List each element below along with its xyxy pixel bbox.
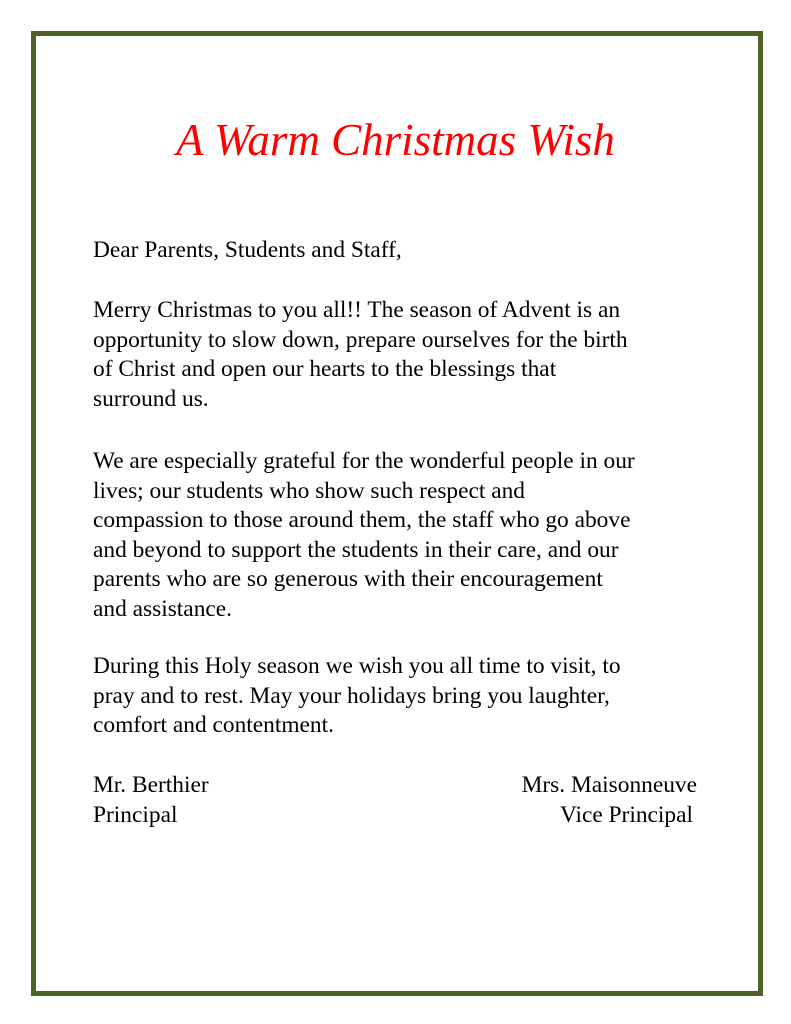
paragraph-line: comfort and contentment. [93,712,334,738]
paragraph-line: pray and to rest. May your holidays bring you laughter, [93,682,610,709]
letter-title: A Warm Christmas Wish [176,115,615,165]
paragraph-line: During this Holy season we wish you all time to visit, to [93,653,621,679]
paragraph-line: Merry Christmas to you all!! The season of Advent is an [93,297,621,323]
signature-name: Mr. Berthier [93,772,209,798]
paragraph-line: opportunity to slow down, prepare ourselves for the birth [93,326,628,353]
paragraph-line: of Christ and open our hearts to the blessings that [93,356,557,382]
paragraph-line: compassion to those around them, the staff who go above [93,507,631,533]
paragraph-line: lives; our students who show such respect and [93,477,526,504]
letter-paragraph-3 [93,652,703,741]
paragraph-line: and assistance. [93,595,232,622]
paragraph-line: surround us. [93,385,209,412]
signature-principal [93,771,209,830]
letter-greeting: Dear Parents, Students and Staff, [93,237,402,263]
paragraph-line: We are especially grateful for the wonderful people in our [93,448,635,474]
letter-paragraph-1 [93,296,703,414]
paragraph-line: and beyond to support the students in their care, and our [93,536,619,563]
signature-vice-principal [522,771,697,830]
paragraph-line: parents who are so generous with their encouragement [93,566,603,592]
letter-paragraph-2 [93,447,703,624]
signature-name: Mrs. Maisonneuve [521,772,697,798]
signature-role: Vice Principal [559,801,693,828]
signature-role: Principal [93,801,178,828]
